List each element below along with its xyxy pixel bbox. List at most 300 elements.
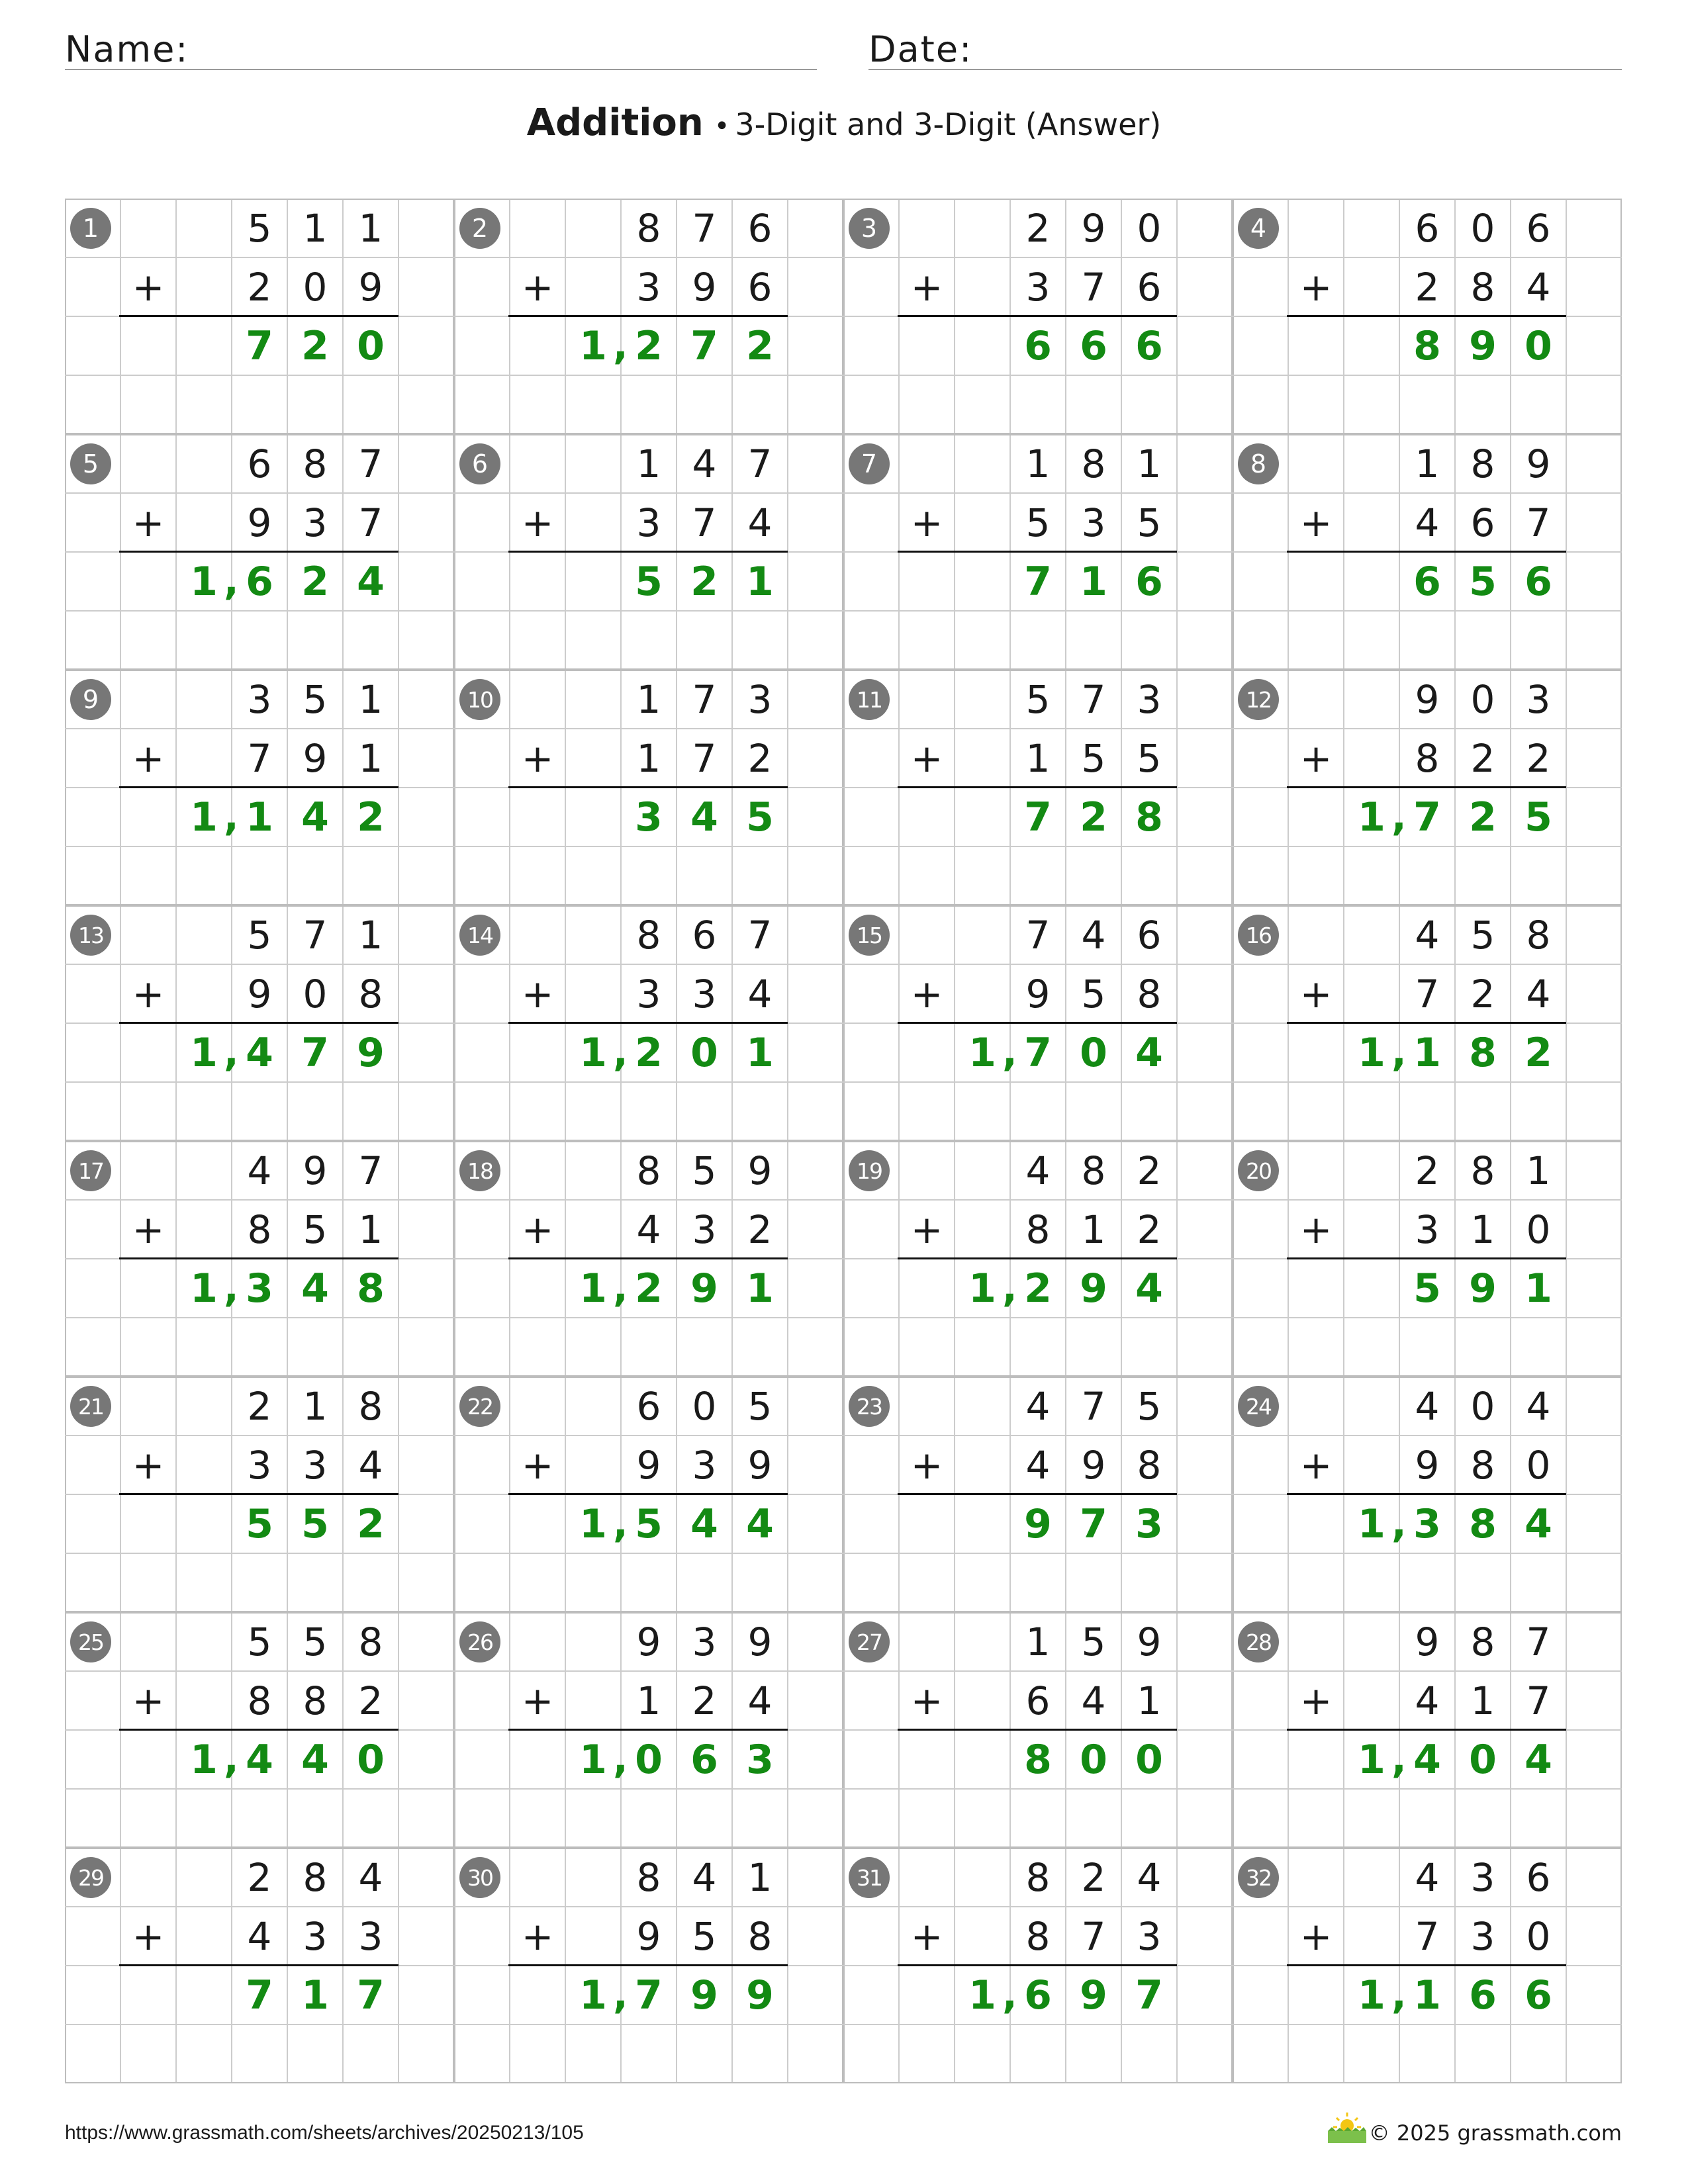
answer-digit: 6 bbox=[690, 1736, 718, 1783]
bottom-digit: 8 bbox=[358, 971, 383, 1017]
problem-number-badge: 19 bbox=[849, 1150, 890, 1191]
answer-digit: 1 bbox=[746, 558, 774, 605]
answer-digit: 4 bbox=[357, 558, 385, 605]
plus-sign: + bbox=[132, 1442, 165, 1488]
bottom-digit: 7 bbox=[692, 735, 717, 781]
bottom-digit: 5 bbox=[1081, 735, 1106, 781]
top-digit: 5 bbox=[1081, 1619, 1106, 1664]
problem-number-badge: 12 bbox=[1238, 679, 1279, 720]
plus-sign: + bbox=[1299, 1913, 1333, 1959]
problem-number-badge: 25 bbox=[70, 1621, 111, 1662]
problem-number-badge: 15 bbox=[849, 915, 890, 956]
bottom-digit: 3 bbox=[636, 971, 661, 1017]
answer-digit: 5 bbox=[635, 1500, 663, 1547]
top-digit: 1 bbox=[358, 912, 383, 958]
bottom-digit: 2 bbox=[1137, 1206, 1162, 1252]
page-title bbox=[0, 101, 1688, 144]
bottom-digit: 1 bbox=[1470, 1678, 1495, 1723]
bottom-digit: 2 bbox=[1470, 735, 1495, 781]
bottom-digit: 7 bbox=[1526, 1678, 1551, 1723]
bottom-digit: 5 bbox=[1137, 735, 1162, 781]
top-digit: 7 bbox=[1081, 1383, 1106, 1429]
date-field[interactable] bbox=[868, 23, 1622, 70]
bottom-digit: 1 bbox=[358, 1206, 383, 1252]
answer-comma: , bbox=[224, 558, 239, 604]
answer-comma: , bbox=[613, 1265, 628, 1311]
problem-number-badge: 27 bbox=[849, 1621, 890, 1662]
bottom-digit: 7 bbox=[1415, 1913, 1440, 1959]
answer-digit: 4 bbox=[1135, 1029, 1163, 1076]
answer-digit: 1 bbox=[1358, 1029, 1385, 1076]
answer-digit: 1 bbox=[1358, 1500, 1385, 1547]
plus-sign: + bbox=[521, 1206, 554, 1252]
top-digit: 8 bbox=[1081, 1148, 1106, 1193]
top-digit: 8 bbox=[636, 205, 661, 251]
answer-digit: 6 bbox=[1469, 1972, 1497, 2019]
problem-number-badge: 21 bbox=[70, 1386, 111, 1427]
answer-digit: 3 bbox=[1135, 1500, 1163, 1547]
top-digit: 4 bbox=[1081, 912, 1106, 958]
bottom-digit: 2 bbox=[747, 735, 773, 781]
answer-digit: 6 bbox=[1080, 322, 1107, 369]
answer-digit: 1 bbox=[579, 1972, 607, 2019]
answer-digit: 4 bbox=[690, 1500, 718, 1547]
answer-digit: 3 bbox=[1413, 1500, 1441, 1547]
bottom-digit: 0 bbox=[1526, 1206, 1551, 1252]
bottom-digit: 8 bbox=[1470, 1442, 1495, 1488]
answer-digit: 1 bbox=[190, 794, 218, 841]
top-digit: 3 bbox=[247, 676, 272, 722]
answer-digit: 5 bbox=[1413, 1265, 1441, 1312]
bottom-digit: 2 bbox=[247, 264, 272, 310]
top-digit: 5 bbox=[692, 1148, 717, 1193]
answer-digit: 2 bbox=[301, 322, 329, 369]
answer-digit: 5 bbox=[246, 1500, 273, 1547]
answer-digit: 2 bbox=[746, 322, 774, 369]
bottom-digit: 9 bbox=[636, 1442, 661, 1488]
top-digit: 8 bbox=[358, 1619, 383, 1664]
answer-digit: 1 bbox=[579, 1265, 607, 1312]
top-digit: 5 bbox=[303, 676, 328, 722]
problem-number-badge: 29 bbox=[70, 1857, 111, 1898]
top-digit: 4 bbox=[1415, 912, 1440, 958]
plus-sign: + bbox=[521, 971, 554, 1017]
plus-sign: + bbox=[521, 735, 554, 781]
plus-sign: + bbox=[521, 1678, 554, 1723]
answer-digit: 8 bbox=[1469, 1029, 1497, 1076]
answer-digit: 1 bbox=[1358, 1736, 1385, 1783]
answer-digit: 6 bbox=[1135, 558, 1163, 605]
top-digit: 3 bbox=[747, 676, 773, 722]
bottom-digit: 3 bbox=[303, 1442, 328, 1488]
problem-number-badge: 28 bbox=[1238, 1621, 1279, 1662]
top-digit: 8 bbox=[1081, 441, 1106, 486]
bottom-digit: 3 bbox=[1025, 264, 1051, 310]
bottom-digit: 0 bbox=[303, 264, 328, 310]
bottom-digit: 4 bbox=[747, 500, 773, 545]
bottom-digit: 8 bbox=[747, 1913, 773, 1959]
answer-digit: 2 bbox=[357, 1500, 385, 1547]
answer-digit: 5 bbox=[1524, 794, 1552, 841]
top-digit: 4 bbox=[1415, 1383, 1440, 1429]
answer-digit: 6 bbox=[1524, 1972, 1552, 2019]
bottom-digit: 4 bbox=[1526, 264, 1551, 310]
top-digit: 6 bbox=[1415, 205, 1440, 251]
bottom-digit: 6 bbox=[747, 264, 773, 310]
top-digit: 7 bbox=[692, 205, 717, 251]
answer-comma: , bbox=[1002, 1265, 1017, 1311]
top-digit: 6 bbox=[1526, 1854, 1551, 1900]
top-digit: 5 bbox=[247, 1619, 272, 1664]
bottom-digit: 9 bbox=[303, 735, 328, 781]
answer-digit: 8 bbox=[1024, 1736, 1052, 1783]
problem-number-badge: 7 bbox=[849, 443, 890, 484]
answer-digit: 1 bbox=[1080, 558, 1107, 605]
bottom-digit: 3 bbox=[303, 500, 328, 545]
answer-digit: 1 bbox=[746, 1265, 774, 1312]
answer-digit: 4 bbox=[690, 794, 718, 841]
problem-number-badge: 18 bbox=[459, 1150, 500, 1191]
plus-sign: + bbox=[910, 264, 943, 310]
top-digit: 6 bbox=[247, 441, 272, 486]
bottom-digit: 4 bbox=[1415, 500, 1440, 545]
answer-digit: 9 bbox=[690, 1972, 718, 2019]
top-digit: 5 bbox=[1025, 676, 1051, 722]
top-digit: 6 bbox=[692, 912, 717, 958]
answer-comma: , bbox=[1391, 1736, 1407, 1782]
answer-comma: , bbox=[1391, 794, 1407, 840]
answer-digit: 6 bbox=[1024, 1972, 1052, 2019]
top-digit: 4 bbox=[358, 1854, 383, 1900]
top-digit: 7 bbox=[747, 441, 773, 486]
top-digit: 0 bbox=[1470, 1383, 1495, 1429]
bottom-digit: 4 bbox=[1526, 971, 1551, 1017]
grass-sun-logo-icon bbox=[1324, 2110, 1370, 2146]
answer-digit: 1 bbox=[579, 1736, 607, 1783]
top-digit: 9 bbox=[303, 1148, 328, 1193]
plus-sign: + bbox=[521, 264, 554, 310]
top-digit: 1 bbox=[747, 1854, 773, 1900]
bottom-digit: 0 bbox=[1526, 1442, 1551, 1488]
answer-digit: 8 bbox=[1135, 794, 1163, 841]
top-digit: 1 bbox=[1025, 441, 1051, 486]
bottom-digit: 3 bbox=[303, 1913, 328, 1959]
problem-number-badge: 14 bbox=[459, 915, 500, 956]
plus-sign: + bbox=[910, 1442, 943, 1488]
answer-digit: 1 bbox=[190, 558, 218, 605]
answer-comma: , bbox=[613, 1029, 628, 1075]
plus-sign: + bbox=[521, 500, 554, 545]
answer-digit: 1 bbox=[579, 1029, 607, 1076]
answer-digit: 4 bbox=[301, 794, 329, 841]
top-digit: 8 bbox=[1470, 441, 1495, 486]
bottom-digit: 5 bbox=[1137, 500, 1162, 545]
bottom-digit: 8 bbox=[247, 1678, 272, 1723]
top-digit: 8 bbox=[358, 1383, 383, 1429]
bottom-digit: 8 bbox=[1137, 1442, 1162, 1488]
bottom-digit: 5 bbox=[303, 1206, 328, 1252]
problem-number-badge: 3 bbox=[849, 208, 890, 249]
bottom-digit: 3 bbox=[636, 500, 661, 545]
top-digit: 4 bbox=[1137, 1854, 1162, 1900]
plus-sign: + bbox=[521, 1442, 554, 1488]
answer-digit: 1 bbox=[1358, 794, 1385, 841]
top-digit: 6 bbox=[747, 205, 773, 251]
top-digit: 8 bbox=[1526, 912, 1551, 958]
answer-digit: 1 bbox=[1524, 1265, 1552, 1312]
title-separator: • bbox=[714, 111, 730, 142]
bottom-digit: 7 bbox=[247, 735, 272, 781]
bottom-digit: 2 bbox=[747, 1206, 773, 1252]
answer-comma: , bbox=[1391, 1972, 1407, 2018]
bottom-digit: 8 bbox=[247, 1206, 272, 1252]
top-digit: 9 bbox=[1081, 205, 1106, 251]
top-digit: 1 bbox=[303, 205, 328, 251]
name-field[interactable] bbox=[65, 23, 817, 70]
answer-digit: 0 bbox=[357, 1736, 385, 1783]
top-digit: 0 bbox=[1137, 205, 1162, 251]
plus-sign: + bbox=[910, 1678, 943, 1723]
answer-digit: 9 bbox=[690, 1265, 718, 1312]
bottom-digit: 6 bbox=[1025, 1678, 1051, 1723]
answer-digit: 0 bbox=[1080, 1736, 1107, 1783]
plus-sign: + bbox=[1299, 735, 1333, 781]
answer-digit: 1 bbox=[190, 1736, 218, 1783]
problem-number-badge: 31 bbox=[849, 1857, 890, 1898]
top-digit: 7 bbox=[692, 676, 717, 722]
bottom-digit: 9 bbox=[358, 264, 383, 310]
answer-digit: 2 bbox=[357, 794, 385, 841]
problem-number-badge: 1 bbox=[70, 208, 111, 249]
top-digit: 4 bbox=[692, 441, 717, 486]
top-digit: 9 bbox=[636, 1619, 661, 1664]
top-digit: 0 bbox=[692, 1383, 717, 1429]
top-digit: 5 bbox=[1470, 912, 1495, 958]
answer-digit: 7 bbox=[1024, 794, 1052, 841]
bottom-digit: 3 bbox=[692, 971, 717, 1017]
plus-sign: + bbox=[132, 735, 165, 781]
bottom-digit: 4 bbox=[636, 1206, 661, 1252]
bottom-digit: 2 bbox=[692, 1678, 717, 1723]
bottom-digit: 9 bbox=[692, 264, 717, 310]
answer-digit: 7 bbox=[246, 322, 273, 369]
problem-number-badge: 5 bbox=[70, 443, 111, 484]
answer-digit: 1 bbox=[301, 1972, 329, 2019]
bottom-digit: 4 bbox=[747, 1678, 773, 1723]
answer-digit: 0 bbox=[1469, 1736, 1497, 1783]
top-digit: 1 bbox=[636, 441, 661, 486]
answer-digit: 1 bbox=[968, 1972, 996, 2019]
footer-url[interactable]: https://www.grassmath.com/sheets/archives/20250213/105 bbox=[65, 2122, 584, 2144]
top-digit: 2 bbox=[1025, 205, 1051, 251]
plus-sign: + bbox=[910, 971, 943, 1017]
bottom-digit: 7 bbox=[1415, 971, 1440, 1017]
answer-digit: 0 bbox=[690, 1029, 718, 1076]
answer-digit: 0 bbox=[1135, 1736, 1163, 1783]
answer-digit: 7 bbox=[1024, 558, 1052, 605]
top-digit: 7 bbox=[358, 1148, 383, 1193]
answer-digit: 3 bbox=[246, 1265, 273, 1312]
problem-number-badge: 8 bbox=[1238, 443, 1279, 484]
problem-number-badge: 10 bbox=[459, 679, 500, 720]
problem-number-badge: 20 bbox=[1238, 1150, 1279, 1191]
top-digit: 6 bbox=[636, 1383, 661, 1429]
bottom-digit: 4 bbox=[747, 971, 773, 1017]
answer-digit: 1 bbox=[1413, 1972, 1441, 2019]
answer-digit: 9 bbox=[1469, 1265, 1497, 1312]
worksheet-grid bbox=[65, 199, 1622, 2083]
plus-sign: + bbox=[910, 500, 943, 545]
answer-comma: , bbox=[224, 1029, 239, 1075]
bottom-digit: 8 bbox=[1415, 735, 1440, 781]
answer-digit: 4 bbox=[1413, 1736, 1441, 1783]
problem-number-badge: 13 bbox=[70, 915, 111, 956]
bottom-digit: 6 bbox=[1137, 264, 1162, 310]
plus-sign: + bbox=[132, 1913, 165, 1959]
top-digit: 2 bbox=[1081, 1854, 1106, 1900]
answer-digit: 2 bbox=[1080, 794, 1107, 841]
answer-digit: 2 bbox=[1024, 1265, 1052, 1312]
answer-digit: 2 bbox=[635, 1029, 663, 1076]
bottom-digit: 9 bbox=[1415, 1442, 1440, 1488]
plus-sign: + bbox=[910, 1913, 943, 1959]
answer-digit: 2 bbox=[635, 1265, 663, 1312]
bottom-digit: 3 bbox=[358, 1913, 383, 1959]
bottom-digit: 3 bbox=[692, 1206, 717, 1252]
answer-digit: 9 bbox=[746, 1972, 774, 2019]
answer-digit: 1 bbox=[246, 794, 273, 841]
name-label: Name: bbox=[65, 28, 189, 70]
bottom-digit: 7 bbox=[692, 500, 717, 545]
answer-digit: 6 bbox=[1413, 558, 1441, 605]
answer-digit: 2 bbox=[690, 558, 718, 605]
bottom-digit: 1 bbox=[1025, 735, 1051, 781]
bottom-digit: 7 bbox=[1526, 500, 1551, 545]
top-digit: 8 bbox=[1470, 1619, 1495, 1664]
answer-comma: , bbox=[613, 1972, 628, 2018]
top-digit: 5 bbox=[303, 1619, 328, 1664]
bottom-digit: 1 bbox=[358, 735, 383, 781]
top-digit: 1 bbox=[1137, 441, 1162, 486]
answer-digit: 7 bbox=[690, 322, 718, 369]
answer-digit: 1 bbox=[1358, 1972, 1385, 2019]
top-digit: 9 bbox=[1415, 676, 1440, 722]
top-digit: 8 bbox=[636, 1854, 661, 1900]
plus-sign: + bbox=[1299, 264, 1333, 310]
bottom-digit: 8 bbox=[1137, 971, 1162, 1017]
problem-number-badge: 9 bbox=[70, 679, 111, 720]
top-digit: 8 bbox=[303, 1854, 328, 1900]
problem-number-badge: 11 bbox=[849, 679, 890, 720]
answer-comma: , bbox=[1002, 1029, 1017, 1075]
answer-digit: 2 bbox=[1524, 1029, 1552, 1076]
plus-sign: + bbox=[910, 735, 943, 781]
bottom-digit: 3 bbox=[1081, 500, 1106, 545]
bottom-digit: 2 bbox=[358, 1678, 383, 1723]
top-digit: 7 bbox=[303, 912, 328, 958]
top-digit: 8 bbox=[636, 912, 661, 958]
bottom-digit: 7 bbox=[358, 500, 383, 545]
answer-digit: 7 bbox=[1080, 1500, 1107, 1547]
answer-comma: , bbox=[1391, 1029, 1407, 1075]
top-digit: 1 bbox=[636, 676, 661, 722]
bottom-digit: 3 bbox=[247, 1442, 272, 1488]
top-digit: 9 bbox=[747, 1148, 773, 1193]
bottom-digit: 4 bbox=[1025, 1442, 1051, 1488]
answer-comma: , bbox=[613, 322, 628, 369]
answer-digit: 1 bbox=[190, 1265, 218, 1312]
plus-sign: + bbox=[910, 1206, 943, 1252]
bottom-digit: 8 bbox=[1025, 1206, 1051, 1252]
bottom-digit: 1 bbox=[1470, 1206, 1495, 1252]
plus-sign: + bbox=[1299, 500, 1333, 545]
answer-digit: 0 bbox=[635, 1736, 663, 1783]
bottom-digit: 9 bbox=[247, 500, 272, 545]
top-digit: 1 bbox=[1025, 1619, 1051, 1664]
answer-digit: 7 bbox=[246, 1972, 273, 2019]
plus-sign: + bbox=[1299, 1678, 1333, 1723]
bottom-digit: 8 bbox=[1025, 1913, 1051, 1959]
problem-number-badge: 2 bbox=[459, 208, 500, 249]
answer-digit: 4 bbox=[301, 1265, 329, 1312]
answer-comma: , bbox=[224, 1736, 239, 1782]
bottom-digit: 0 bbox=[1526, 1913, 1551, 1959]
bottom-digit: 3 bbox=[1470, 1913, 1495, 1959]
bottom-digit: 4 bbox=[358, 1442, 383, 1488]
plus-sign: + bbox=[1299, 1442, 1333, 1488]
answer-digit: 4 bbox=[746, 1500, 774, 1547]
plus-sign: + bbox=[132, 500, 165, 545]
top-digit: 1 bbox=[358, 205, 383, 251]
bottom-digit: 5 bbox=[1025, 500, 1051, 545]
problem-number-badge: 26 bbox=[459, 1621, 500, 1662]
top-digit: 7 bbox=[1081, 676, 1106, 722]
top-digit: 8 bbox=[636, 1148, 661, 1193]
answer-digit: 9 bbox=[1469, 322, 1497, 369]
plus-sign: + bbox=[132, 1678, 165, 1723]
bottom-digit: 4 bbox=[1415, 1678, 1440, 1723]
top-digit: 6 bbox=[1137, 912, 1162, 958]
problem-number-badge: 22 bbox=[459, 1386, 500, 1427]
top-digit: 8 bbox=[303, 441, 328, 486]
bottom-digit: 5 bbox=[1081, 971, 1106, 1017]
bottom-digit: 9 bbox=[1025, 971, 1051, 1017]
bottom-digit: 1 bbox=[1081, 1206, 1106, 1252]
answer-digit: 5 bbox=[301, 1500, 329, 1547]
answer-digit: 2 bbox=[1469, 794, 1497, 841]
top-digit: 7 bbox=[1526, 1619, 1551, 1664]
top-digit: 4 bbox=[692, 1854, 717, 1900]
footer-copyright: © 2025 grassmath.com bbox=[1368, 2120, 1622, 2146]
answer-digit: 5 bbox=[635, 558, 663, 605]
title-subtitle: 3-Digit and 3-Digit (Answer) bbox=[735, 107, 1162, 142]
bottom-digit: 8 bbox=[1470, 264, 1495, 310]
problem-number-badge: 30 bbox=[459, 1857, 500, 1898]
top-digit: 4 bbox=[1526, 1383, 1551, 1429]
answer-digit: 2 bbox=[635, 322, 663, 369]
top-digit: 2 bbox=[1415, 1148, 1440, 1193]
top-digit: 5 bbox=[247, 205, 272, 251]
answer-digit: 8 bbox=[1413, 322, 1441, 369]
top-digit: 2 bbox=[247, 1383, 272, 1429]
bottom-digit: 4 bbox=[1081, 1678, 1106, 1723]
answer-digit: 9 bbox=[1024, 1500, 1052, 1547]
bottom-digit: 3 bbox=[636, 264, 661, 310]
problem-number-badge: 32 bbox=[1238, 1857, 1279, 1898]
answer-digit: 3 bbox=[746, 1736, 774, 1783]
top-digit: 6 bbox=[1526, 205, 1551, 251]
top-digit: 8 bbox=[1025, 1854, 1051, 1900]
